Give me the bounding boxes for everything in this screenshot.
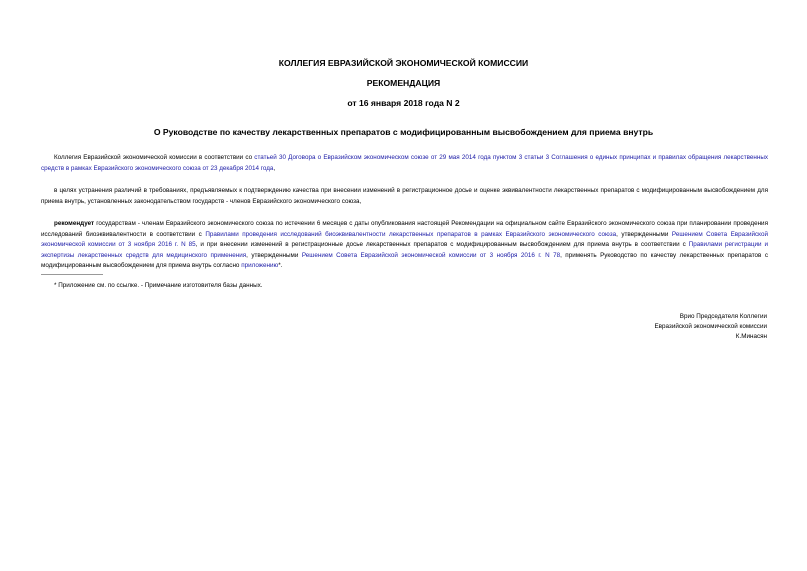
link-decision-85[interactable]: Решением Совета Евразийской экономической комиссии от 3 ноября 2016 г. N 85 xyxy=(41,230,768,248)
footnote-divider xyxy=(41,274,103,275)
recommends-text-4: , утвержденными xyxy=(246,251,302,259)
recommends-text-2: , утвержденными xyxy=(616,230,672,238)
signature-position: Врио Председателя Коллегии xyxy=(679,313,767,320)
paragraph-purpose xyxy=(41,186,768,207)
organization-heading: КОЛЛЕГИЯ ЕВРАЗИЙСКОЙ ЭКОНОМИЧЕСКОЙ КОМИССИИ xyxy=(278,58,529,68)
signature-organization: Евразийской экономической комиссии xyxy=(654,323,767,330)
preamble-tail: , xyxy=(273,164,276,172)
link-registration-rules[interactable]: Правилами регистрации и экспертизы лекарственных средств для медицинского применения xyxy=(41,241,768,259)
document-type-heading: РЕКОМЕНДАЦИЯ xyxy=(366,78,441,88)
signature-name: К.Минасян xyxy=(735,333,767,340)
paragraph-preamble xyxy=(41,153,768,174)
recommends-text-3: , и при внесении изменений в регистрационные досье лекарственных препаратов с модифицированным высвобождением для приема внутрь в соответствии с xyxy=(195,241,689,248)
footnote: * Приложение см. по ссылке. - Примечание изготовителя базы данных. xyxy=(54,282,263,289)
link-treaty-article-30[interactable]: статьей 30 Договора о Евразийском экономическом союзе от 29 мая 2014 года xyxy=(254,154,491,161)
paragraph-recommends xyxy=(41,219,768,272)
link-agreement-article-3[interactable]: пунктом 3 статьи 3 Соглашения о единых принципах и правилах обращения лекарственных средств в рамках Евразийского экономического союза от 23 декабря 2014 года xyxy=(41,154,768,172)
recommends-keyword: рекомендует xyxy=(54,220,95,227)
date-number-heading: от 16 января 2018 года N 2 xyxy=(347,98,460,108)
link-bioequivalence-rules[interactable]: Правилами проведения исследований биоэквивалентности лекарственных препаратов в рамках Евразийского экономического союза xyxy=(205,230,617,238)
document-title: О Руководстве по качеству лекарственных препаратов с модифицированным высвобождением для приема внутрь xyxy=(153,127,654,137)
preamble-text: Коллегия Евразийской экономической комиссии в соответствии со xyxy=(54,154,255,161)
recommends-text-1: государствам - членам Евразийского экономического союза по истечении 6 месяцев с даты опубликования настоящей Рекомендации на официальном сайте Евразийского экономического союза при планировании проведения исследований биоэквивалентности в соответствии с xyxy=(41,220,768,238)
link-appendix[interactable]: приложению xyxy=(241,262,279,269)
recommends-text-5: , применять Руководство по качеству лекарственных препаратов с модифицированным высвобождением для приема внутрь согласно xyxy=(41,251,768,269)
recommends-text-6: *. xyxy=(278,262,283,269)
link-decision-78[interactable]: Решением Совета Евразийской экономической комиссии от 3 ноября 2016 г. N 78 xyxy=(301,251,561,259)
purpose-text: в целях устранения различий в требованиях, предъявляемых к подтверждению качества при внесении изменений в регистрационное досье и оценке эквивалентности лекарственных препаратов с модифицированным высвобождением для приема внутрь, установленных законодательством государств - членов Евразийского экономического союза, xyxy=(41,187,768,205)
